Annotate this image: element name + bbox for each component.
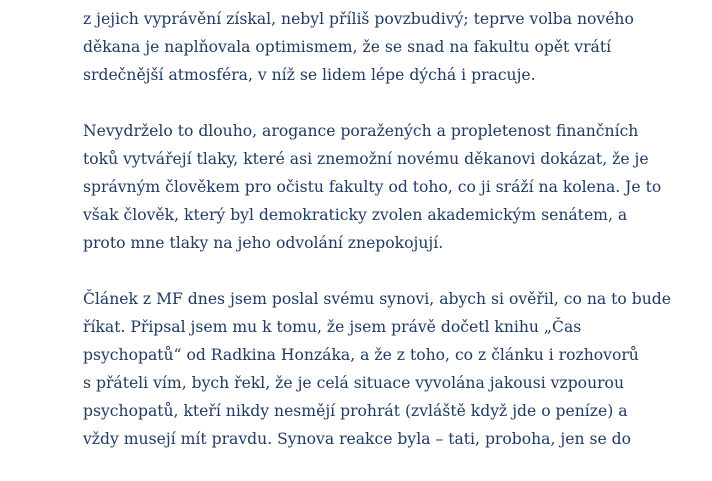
text-line: správným člověkem pro očistu fakulty od toho, co ji sráží na kolena. Je to: [83, 178, 662, 196]
text-line: srdečnější atmosféra, v níž se lidem lépe dýchá i pracuje.: [83, 66, 536, 84]
paragraph-3: [83, 285, 683, 453]
text-line: však člověk, který byl demokraticky zvolen akademickým senátem, a: [83, 206, 628, 224]
text-line: říkat. Připsal jsem mu k tomu, že jsem právě dočetl knihu „Čas: [83, 318, 582, 336]
text-line: z jejich vyprávění získal, nebyl příliš povzbudivý; teprve volba nového: [83, 10, 634, 28]
article-body: [83, 5, 683, 481]
text-line: děkana je naplňovala optimismem, že se snad na fakultu opět vrátí: [83, 38, 612, 56]
text-line: vždy musejí mít pravdu. Synova reakce byla – tati, proboha, jen se do: [83, 430, 632, 448]
text-line: psychopatů, kteří nikdy nesmějí prohrát (zvláště když jde o peníze) a: [83, 402, 628, 420]
text-line: Článek z MF dnes jsem poslal svému synovi, abych si ověřil, co na to bude: [83, 290, 671, 308]
text-line: s přáteli vím, bych řekl, že je celá situace vyvolána jakousi vzpourou: [83, 374, 624, 392]
paragraph-2: [83, 117, 683, 257]
paragraph-1: [83, 5, 683, 89]
text-line: psychopatů“ od Radkina Honzáka, a že z toho, co z článku i rozhovorů: [83, 346, 639, 364]
text-line: proto mne tlaky na jeho odvolání znepokojují.: [83, 234, 444, 252]
text-line: Nevydrželo to dlouho, arogance poražených a propletenost finančních: [83, 122, 639, 140]
text-line: toků vytvářejí tlaky, které asi znemožní novému děkanovi dokázat, že je: [83, 150, 649, 168]
